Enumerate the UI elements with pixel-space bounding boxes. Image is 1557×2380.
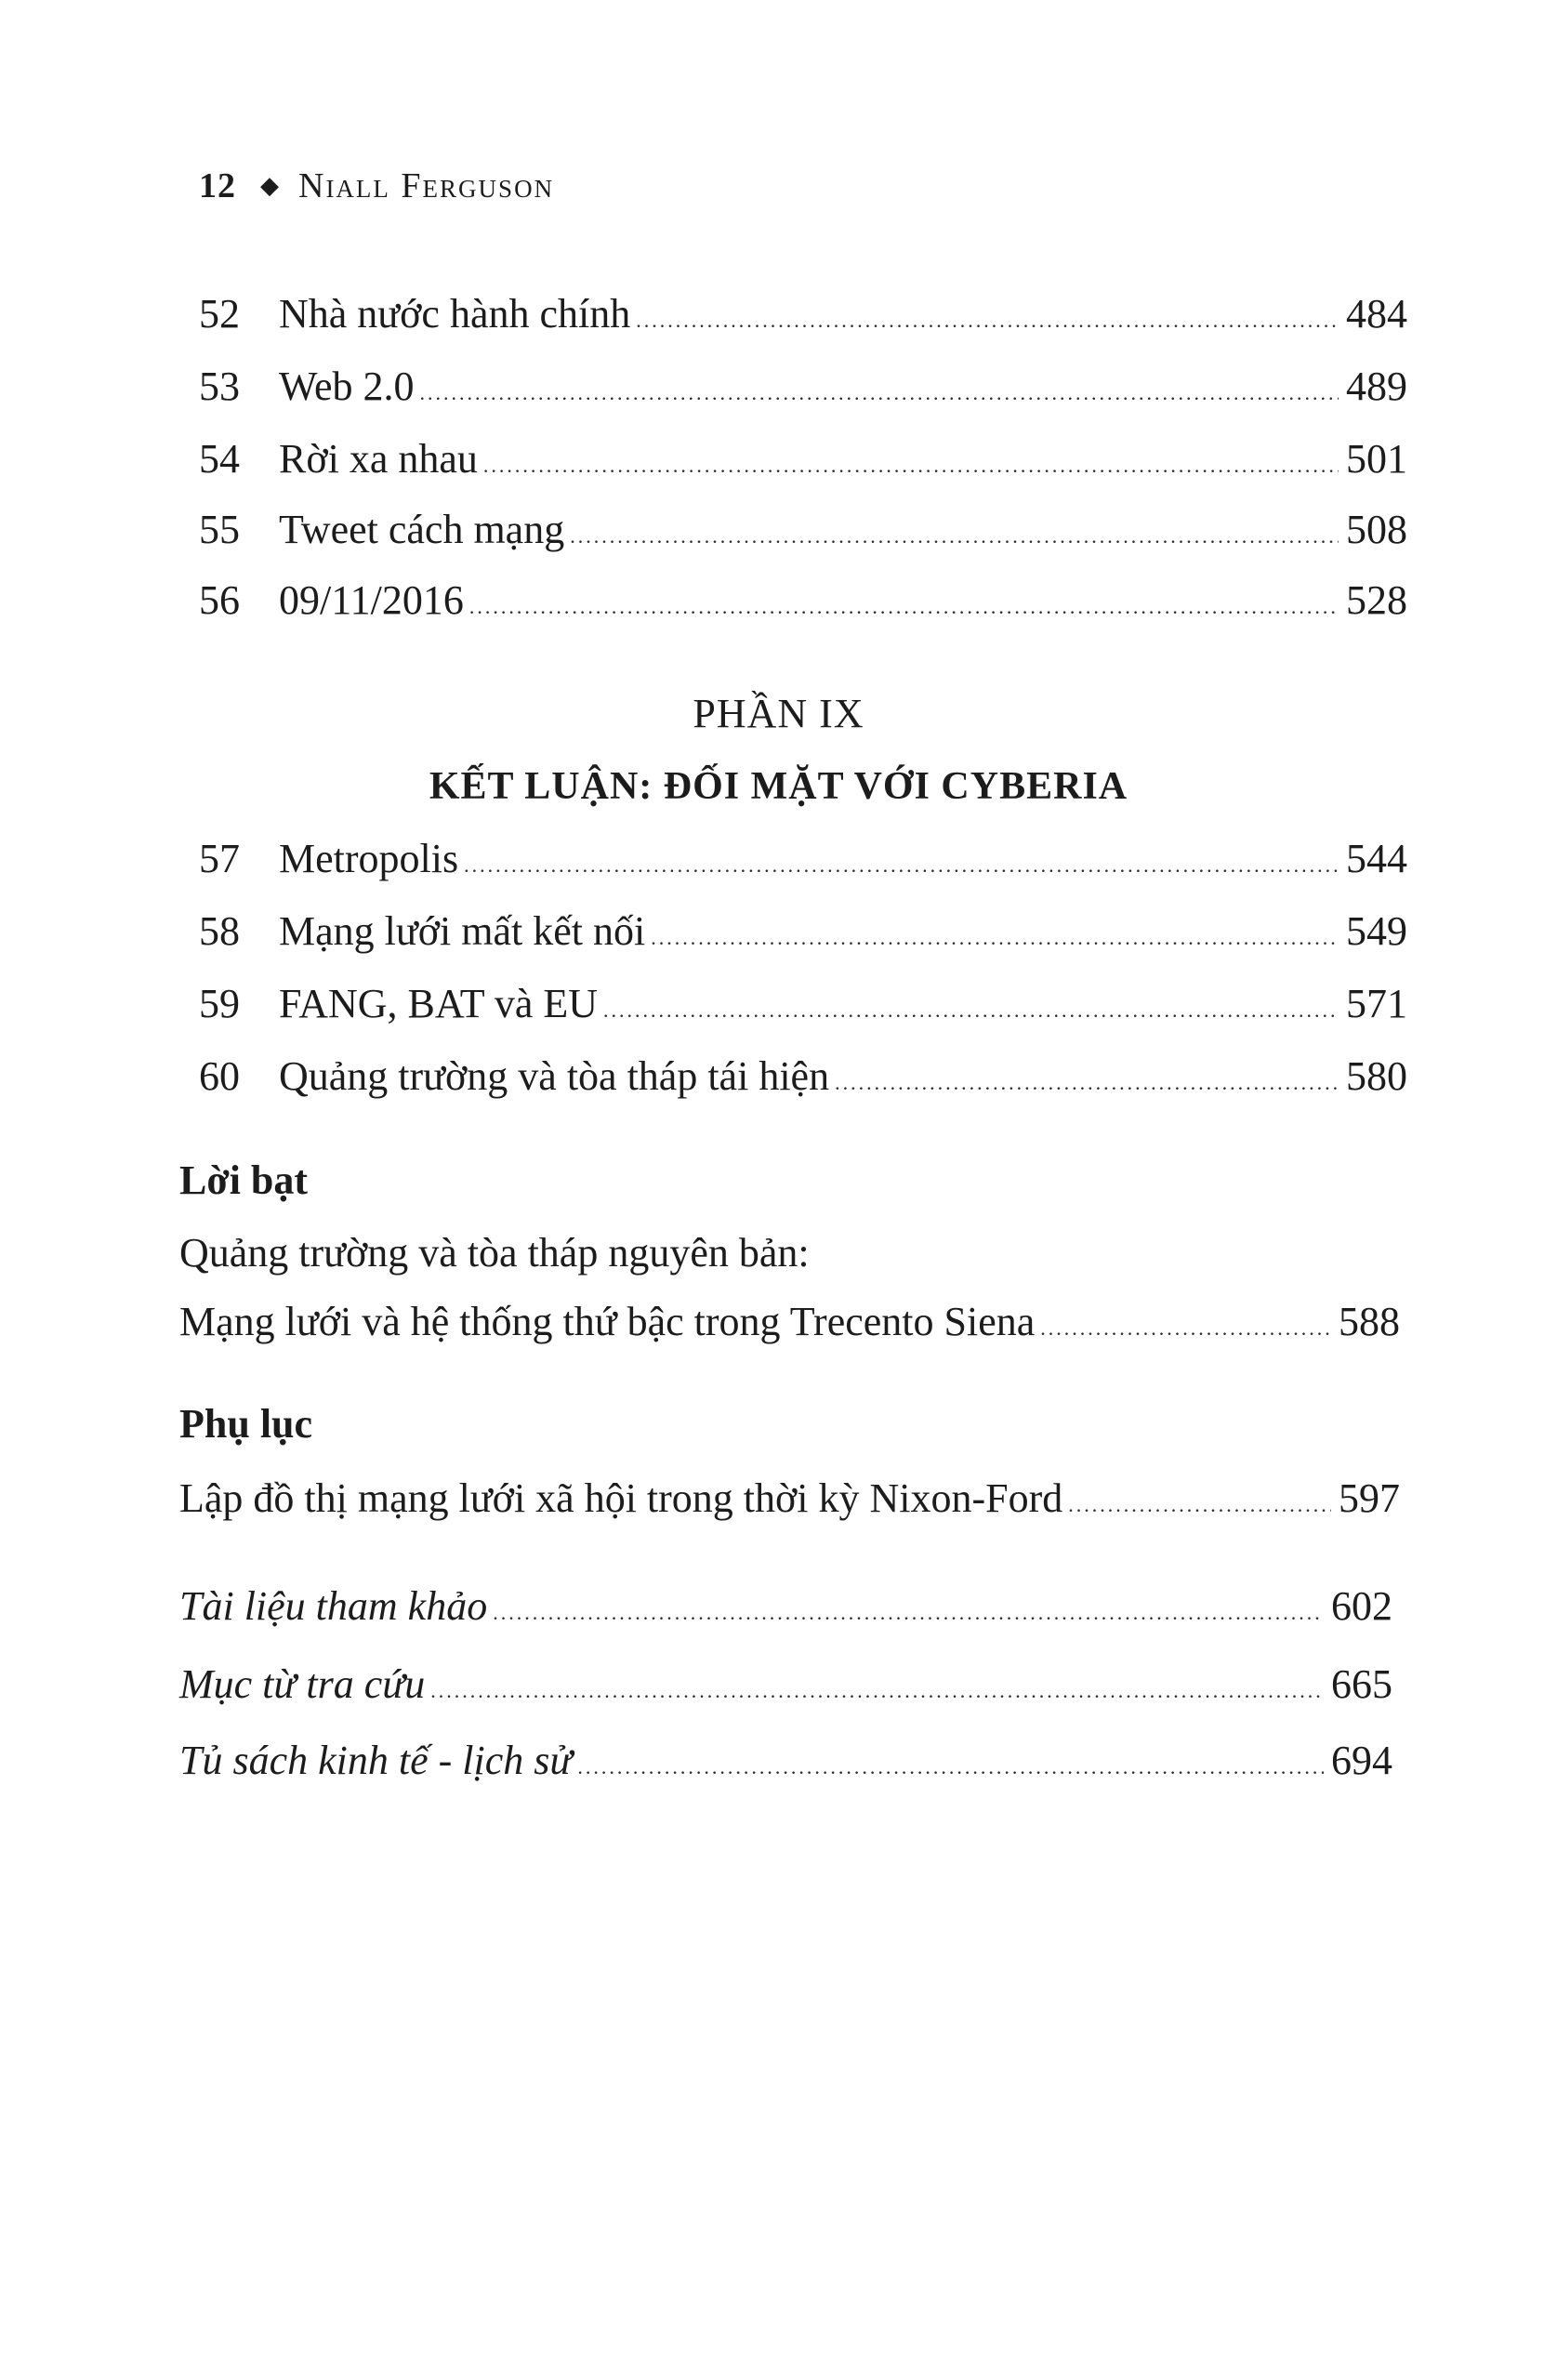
entry-title: FANG, BAT và EU: [279, 981, 599, 1026]
toc-entry[interactable]: [199, 431, 1407, 494]
entry-number: 59: [199, 981, 240, 1026]
running-head: [199, 165, 554, 206]
entry-title: Mạng lưới mất kết nối: [279, 908, 646, 954]
entry-page: 544: [1346, 836, 1407, 881]
entry-title: Quảng trường và tòa tháp tái hiện: [279, 1053, 830, 1099]
entry-number: 55: [199, 507, 240, 552]
entry-title: Lập đồ thị mạng lưới xã hội trong thời kỳ Nixon-Ford: [179, 1475, 1063, 1521]
entry-page: 501: [1346, 436, 1407, 482]
entry-title: Mạng lưới và hệ thống thứ bậc trong Trecento Siena: [179, 1299, 1036, 1344]
toc-entry[interactable]: [179, 1657, 1392, 1719]
toc-entry[interactable]: [199, 502, 1407, 564]
dot-leader: [570, 509, 1339, 564]
entry-page: 489: [1346, 364, 1407, 409]
toc-entry[interactable]: [199, 1049, 1407, 1111]
entry-page: 602: [1331, 1583, 1392, 1629]
entry-page: 665: [1331, 1661, 1392, 1707]
entry-page: 571: [1346, 981, 1407, 1026]
entry-page: 597: [1339, 1475, 1400, 1521]
toc-entry[interactable]: [199, 831, 1407, 893]
toc-entry[interactable]: [199, 286, 1407, 349]
entry-title: Nhà nước hành chính: [279, 291, 631, 337]
dot-leader: [636, 293, 1339, 349]
entry-title: Tài liệu tham khảo: [179, 1583, 488, 1629]
entry-page: 549: [1346, 908, 1407, 954]
dot-leader: [1040, 1301, 1331, 1356]
dot-leader: [469, 579, 1339, 635]
entry-number: 56: [199, 577, 240, 623]
entry-title: Web 2.0: [279, 364, 415, 409]
dot-leader: [651, 910, 1339, 966]
dot-leader: [1068, 1477, 1331, 1533]
dot-leader: [483, 438, 1339, 494]
entry-page: 484: [1346, 291, 1407, 337]
entry-number: 60: [199, 1053, 240, 1099]
entry-number: 54: [199, 436, 240, 482]
dot-leader: [835, 1055, 1339, 1111]
entry-page: 694: [1331, 1738, 1392, 1783]
entry-page: 580: [1346, 1053, 1407, 1099]
toc-entry[interactable]: [179, 1294, 1400, 1356]
dot-leader: [430, 1663, 1324, 1719]
entry-title: Tweet cách mạng: [279, 507, 565, 552]
dot-leader: [420, 365, 1339, 421]
entry-page: 588: [1339, 1299, 1400, 1344]
entry-title: Tủ sách kinh tế - lịch sử: [179, 1738, 573, 1783]
toc-entry[interactable]: [179, 1733, 1392, 1795]
entry-number: 57: [199, 836, 240, 881]
dot-leader: [577, 1739, 1324, 1795]
entry-title: Rời xa nhau: [279, 436, 478, 482]
dot-leader: [493, 1585, 1324, 1641]
entry-number: 52: [199, 291, 240, 337]
appendix-heading: Phụ lục: [179, 1401, 313, 1447]
entry-page: 528: [1346, 577, 1407, 623]
entry-page: 508: [1346, 507, 1407, 552]
entry-number: 53: [199, 364, 240, 409]
header-page-number: 12: [199, 166, 236, 205]
dot-leader: [464, 838, 1339, 893]
dot-leader: [603, 983, 1339, 1038]
toc-entry[interactable]: [179, 1579, 1392, 1641]
entry-title: Mục từ tra cứu: [179, 1661, 426, 1707]
toc-entry[interactable]: [199, 573, 1407, 635]
entry-title: 09/11/2016: [279, 577, 464, 623]
toc-entry[interactable]: [199, 976, 1407, 1038]
toc-entry[interactable]: [179, 1471, 1400, 1533]
afterword-line1: Quảng trường và tòa tháp nguyên bản:: [179, 1230, 810, 1276]
entry-number: 58: [199, 908, 240, 954]
part-label: PHẦN IX: [693, 691, 864, 736]
afterword-heading: Lời bạt: [179, 1157, 309, 1203]
header-author: Niall Ferguson: [298, 166, 555, 205]
toc-entry[interactable]: [199, 359, 1407, 421]
toc-entry[interactable]: [199, 904, 1407, 966]
entry-title: Metropolis: [279, 836, 459, 881]
part-title: KẾT LUẬN: ĐỐI MẶT VỚI CYBERIA: [429, 765, 1128, 808]
diamond-separator-icon: ◆: [260, 172, 280, 199]
